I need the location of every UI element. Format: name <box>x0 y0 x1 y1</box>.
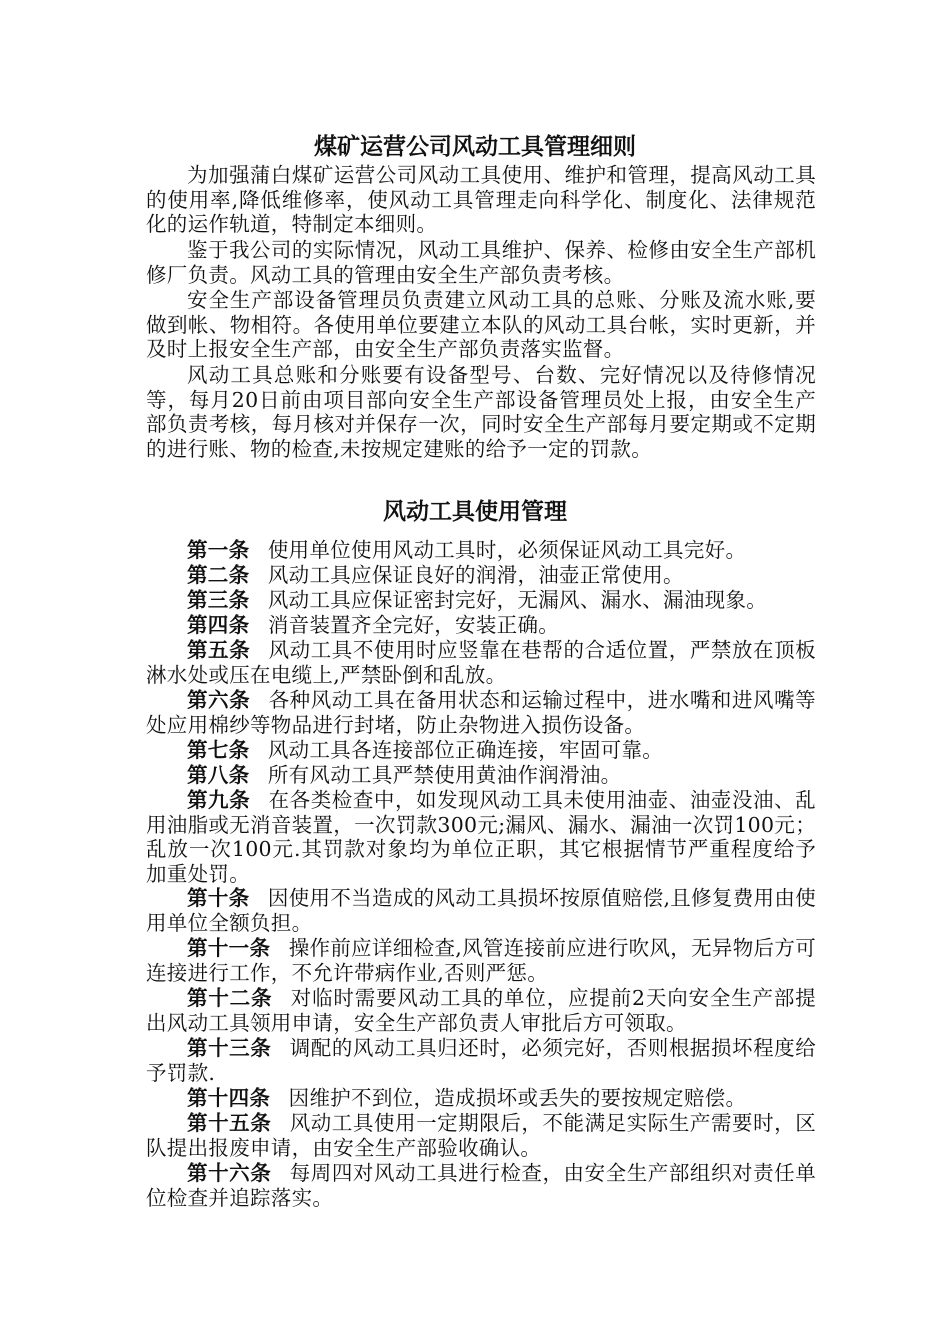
article-label: 第五条 <box>187 638 251 662</box>
article-label: 第十一条 <box>187 936 271 960</box>
article-label: 第九条 <box>187 788 251 812</box>
article-paragraph <box>146 563 816 588</box>
article-label: 第十三条 <box>187 1036 272 1060</box>
intro-paragraph: 为加强蒲白煤矿运营公司风动工具使用、维护和管理，提高风动工具的使用率,降低维修率，使风动工具管理走向科学化、制度化、法律规范化的运作轨道，特制定本细则。 <box>146 163 816 237</box>
article-paragraph <box>146 1111 816 1160</box>
article-text: 每周四对风动工具进行检查，由安全生产部组织对责任单位检查并追踪落实。 <box>146 1161 817 1210</box>
article-label: 第二条 <box>187 563 250 587</box>
article-paragraph <box>146 688 816 737</box>
document-title: 煤矿运营公司风动工具管理细则 <box>314 134 636 160</box>
article-paragraph <box>146 1086 816 1111</box>
article-paragraph <box>146 936 816 985</box>
article-text: 风动工具应保证良好的润滑，油壶正常使用。 <box>267 563 684 587</box>
article-paragraph <box>146 1036 816 1085</box>
article-text: 风动工具应保证密封完好，无漏风、漏水、漏油现象。 <box>267 588 768 612</box>
article-text: 所有风动工具严禁使用黄油作润滑油。 <box>267 763 622 787</box>
article-label: 第十二条 <box>187 986 273 1010</box>
article-text: 风动工具使用一定期限后，不能满足实际生产需要时，区队提出报废申请，由安全生产部验收确认。 <box>146 1111 817 1160</box>
article-paragraph <box>146 788 816 887</box>
article-text: 风动工具不使用时应竖靠在巷帮的合适位置，严禁放在顶板淋水处或压在电缆上,严禁卧倒和乱放。 <box>146 638 816 687</box>
article-text: 在各类检查中，如发现风动工具未使用油壶、油壶没油、乱用油脂或无消音装置，一次罚款300元;漏风、漏水、漏油一次罚100元；乱放一次100元.其罚款对象均为单位正职，其它根据情节严重程度给予加重处罚。 <box>146 788 816 887</box>
article-label: 第三条 <box>187 588 250 612</box>
article-text: 消音装置齐全完好，安装正确。 <box>267 613 560 637</box>
article-text: 调配的风动工具归还时，必须完好，否则根据损坏程度给予罚款. <box>146 1036 817 1085</box>
intro-paragraph: 鉴于我公司的实际情况，风动工具维护、保养、检修由安全生产部机修厂负责。风动工具的管理由安全生产部负责考核。 <box>146 238 816 287</box>
article-label: 第十六条 <box>187 1161 272 1185</box>
article-text: 各种风动工具在备用状态和运输过程中，进水嘴和进风嘴等处应用棉纱等物品进行封堵，防止杂物进入损伤设备。 <box>146 688 816 737</box>
intro-paragraph: 安全生产部设备管理员负责建立风动工具的总账、分账及流水账,要做到帐、物相符。各使用单位要建立本队的风动工具台帐，实时更新，并及时上报安全生产部，由安全生产部负责落实监督。 <box>146 288 816 362</box>
article-label: 第六条 <box>187 688 251 712</box>
article-paragraph <box>146 886 816 935</box>
article-paragraph <box>146 588 816 613</box>
article-text: 因使用不当造成的风动工具损坏按原值赔偿,且修复费用由使用单位全额负担。 <box>146 886 816 935</box>
article-paragraph <box>146 613 816 638</box>
article-paragraph <box>146 1161 816 1210</box>
article-text: 对临时需要风动工具的单位，应提前2天向安全生产部提出风动工具领用申请，安全生产部负责人审批后方可领取。 <box>146 986 817 1035</box>
intro-paragraph: 风动工具总账和分账要有设备型号、台数、完好情况以及待修情况等，每月20日前由项目部向安全生产部设备管理员处上报，由安全生产部负责考核，每月核对并保存一次，同时安全生产部每月要定期或不定期的进行账、物的检查,未按规定建账的给予一定的罚款。 <box>146 363 816 462</box>
article-label: 第十五条 <box>187 1111 272 1135</box>
article-label: 第四条 <box>187 613 250 637</box>
article-paragraph <box>146 763 816 788</box>
article-paragraph <box>146 538 816 563</box>
article-paragraph <box>146 638 816 687</box>
article-text: 操作前应详细检查,风管连接前应进行吹风，无异物后方可连接进行工作，不允许带病作业,否则严惩。 <box>146 936 816 985</box>
article-text: 使用单位使用风动工具时，必须保证风动工具完好。 <box>267 538 747 562</box>
article-label: 第一条 <box>187 538 250 562</box>
article-paragraph <box>146 986 816 1035</box>
article-paragraph <box>146 738 816 763</box>
article-text: 风动工具各连接部位正确连接，牢固可靠。 <box>267 738 664 762</box>
section-title: 风动工具使用管理 <box>383 499 567 525</box>
article-label: 第十四条 <box>187 1086 271 1110</box>
article-label: 第七条 <box>187 738 250 762</box>
article-label: 第十条 <box>187 886 250 910</box>
article-text: 因维护不到位，造成损坏或丢失的要按规定赔偿。 <box>288 1086 747 1110</box>
article-label: 第八条 <box>187 763 250 787</box>
